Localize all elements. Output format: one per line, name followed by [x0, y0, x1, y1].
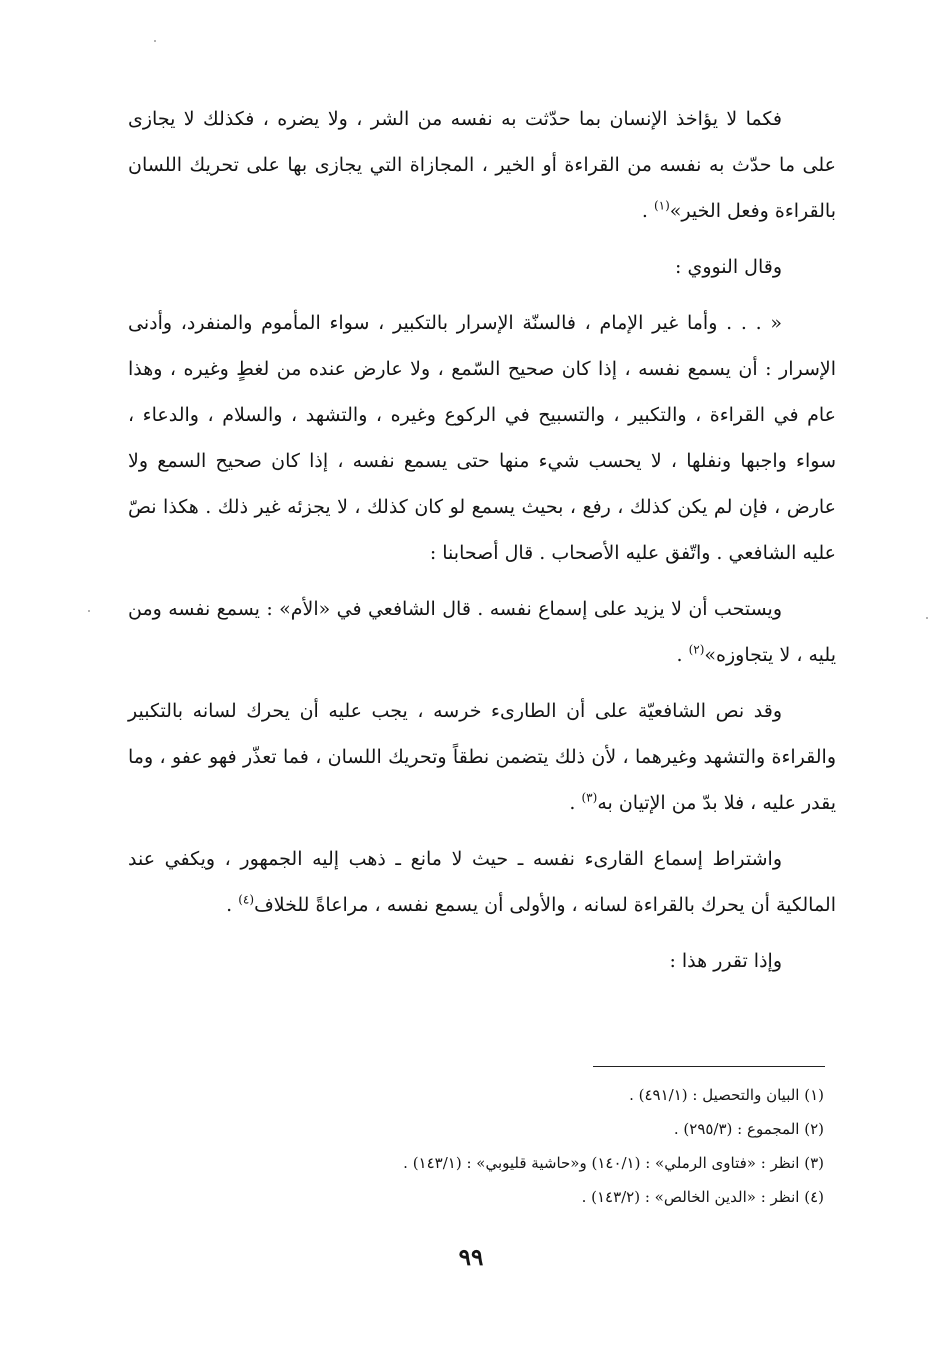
paragraph-2: [128, 244, 836, 290]
paragraph-2-text: وقال النووي :: [675, 256, 782, 278]
scan-speck: [154, 40, 156, 42]
paragraph-7: [128, 938, 836, 984]
footnote-ref-2: (٢): [688, 642, 705, 657]
paragraph-5-text: وقد نص الشافعيّة على أن الطارىء خرسه ، يجب عليه أن يحرك لسانه بالتكبير والقراءة والتشهد وغيرهما ، لأن ذلك يتضمن نطقاً وتحريك اللسان ، فما تعذّر فهو عفو ، وما يقدر عليه ، فلا بدّ من الإتيان به: [128, 700, 836, 814]
paragraph-5-tail: .: [569, 792, 582, 814]
footnotes: [128, 1078, 836, 1214]
paragraph-6: [128, 836, 836, 928]
footnote-2: (٢) المجموع : (٢٩٥/٣) .: [673, 1120, 824, 1138]
paragraph-5: [128, 688, 836, 826]
paragraph-3: [128, 300, 836, 576]
paragraph-6-tail: .: [226, 894, 239, 916]
paragraph-4-text: ويستحب أن لا يزيد على إسماع نفسه . قال الشافعي في «الأم» : يسمع نفسه ومن يليه ، لا يتجاوزه»: [128, 598, 836, 666]
page-number: ٩٩: [458, 1244, 484, 1271]
footnote-ref-4: (٤): [238, 892, 255, 907]
main-text: [128, 96, 836, 994]
footnote-4: (٤) انظر : «الدين الخالص» : (١٤٣/٢) .: [581, 1188, 824, 1206]
footnote-3: (٣) انظر : «فتاوى الرملي» : (١٤٠/١) و«حاشية قليوبي» : (١٤٣/١) .: [403, 1154, 824, 1172]
paragraph-3-text: « . . . وأما غير الإمام ، فالسنّة الإسرار بالتكبير ، سواء المأموم والمنفرد، وأدنى الإسرار : أن يسمع نفسه ، إذا كان صحيح السّمع ، ولا عارض عنده من لغطٍ وغيره ، وهذا عام في القراءة ، والتكبير ، والتسبيح في الركوع وغيره ، والتشهد ، والسلام ، والدعاء ، سواء واجبها ونفلها ، لا يحسب شيء منها حتى يسمع نفسه ، إذا كان صحيح السمع ولا عارض ، فإن لم يكن كذلك ، رفع ، بحيث يسمع لو كان كذلك ، لا يجزئه غير ذلك . هكذا نصّ عليه الشافعي . واتّفق عليه الأصحاب . قال أصحابنا :: [128, 312, 836, 564]
paragraph-7-text: وإذا تقرر هذا :: [669, 950, 782, 972]
footnote-ref-1: (١): [653, 198, 670, 213]
paragraph-1: [128, 96, 836, 234]
paragraph-4-tail: .: [676, 644, 689, 666]
paragraph-1-text: فكما لا يؤاخذ الإنسان بما حدّثت به نفسه من الشر ، ولا يضره ، فكذلك لا يجازى على ما حدّث به نفسه من القراءة أو الخير ، المجازاة التي يجازى بها على تحريك اللسان بالقراءة وفعل الخير»: [128, 108, 836, 222]
paragraph-6-text: واشتراط إسماع القارىء نفسه ـ حيث لا مانع ـ ذهب إليه الجمهور ، ويكفي عند المالكية أن يحرك بالقراءة لسانه ، والأولى أن يسمع نفسه ، مراعاةً للخلاف: [128, 848, 836, 916]
scan-speck: [88, 610, 90, 612]
paragraph-1-tail: .: [641, 200, 654, 222]
paragraph-4: [128, 586, 836, 678]
scan-speck: [926, 617, 928, 619]
footnote-1: (١) البيان والتحصيل : (٤٩١/١) .: [629, 1086, 824, 1104]
footnote-ref-3: (٣): [581, 790, 598, 805]
footnote-separator: [593, 1066, 825, 1067]
